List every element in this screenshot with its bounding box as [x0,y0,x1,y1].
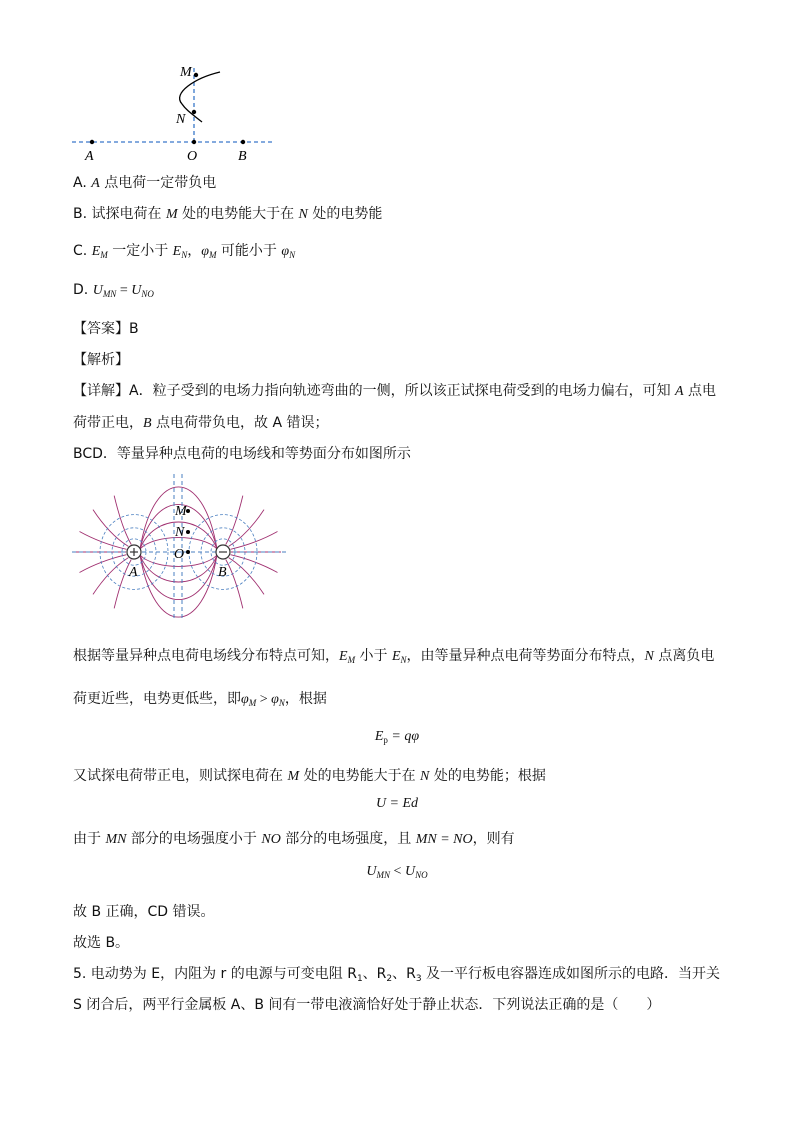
para3-a: 又试探电荷带正电，则试探电荷在 [73,768,288,784]
q5-s2: 2 [386,974,393,984]
option-d-sub-mn: MN [102,289,117,299]
q5-c2: 、R [392,966,416,982]
label-a: A [85,149,94,164]
option-b-end: 处的电势能 [307,206,383,222]
option-c [73,240,295,260]
conclusion-2: 故选 B。 [73,935,130,951]
q5-s3: 3 [415,974,422,984]
q5-c1: 、R [362,966,387,982]
formula1-e: E [374,729,384,744]
option-c-sub-m2: M [208,250,217,260]
label-m: M [175,504,187,519]
formula3-lt: < [390,864,405,879]
option-c-sub-m: M [100,250,108,260]
answer-line [73,318,139,338]
para-1 [73,645,714,665]
option-a-prefix: A. [73,175,92,191]
trajectory-figure [60,58,290,168]
label-n: N [175,525,185,540]
label-a: A [129,565,138,580]
point-b [241,140,245,144]
point-n [192,110,196,114]
option-a [73,172,216,192]
para1-e: E [339,649,348,664]
detail-line-1 [73,380,716,400]
option-d-eq: = [116,283,132,298]
formula3-u: U [366,864,377,879]
detail-line1-b: 点电 [683,383,717,399]
para3-b: 处的电势能大于在 [299,768,421,784]
detail-line2-var: B [143,416,152,431]
field-lines-figure [70,472,290,622]
label-b: B [238,149,247,164]
formula3-sub-mn: MN [376,870,391,880]
para-3 [73,765,546,785]
question-5-line-2: S 闭合后，两平行金属板 A、B 间有一带电液滴恰好处于静止状态．下列说法正确的是（ ） [73,997,661,1013]
option-c-t2: ， [187,243,202,259]
option-b-prefix: B. 试探电荷在 [73,206,166,222]
option-d-prefix: D. [73,282,93,298]
answer-value: B [129,321,139,337]
para4-b: 部分的电场强度小于 [126,831,262,847]
label-o: O [174,547,185,562]
para4-eq: MN = NO [415,832,473,847]
para1-a: 根据等量异种点电荷电场线分布特点可知， [73,648,339,664]
point-o [192,140,196,144]
q5-end1: 及一平行板电容器连成如图所示的电路．当开关 [421,966,721,982]
label-o: O [187,149,198,164]
option-b-n: N [298,207,308,222]
detail-line1-var: A [675,384,684,399]
option-c-prefix: C. [73,243,92,259]
para-4 [73,828,515,848]
answer-label: 【答案】 [73,321,129,337]
para2-gt: > [256,692,272,707]
formula1-sub: p [383,735,388,745]
option-d-sub-no: NO [141,289,154,299]
label-m: M [180,65,192,80]
formula-u-compare [0,863,794,880]
para4-c: 部分的电场强度，且 [280,831,416,847]
formula-ep [0,728,794,745]
para2-phi2: φ [271,692,279,707]
question-5-line-1 [73,963,720,984]
q5-s1: 1 [356,974,363,984]
option-c-phi2: φ [281,244,290,259]
detail-line2-a: 荷带正电， [73,415,143,431]
option-a-var: A [91,176,100,191]
para2-phi: φ [241,692,249,707]
option-d [73,282,154,299]
point-m [194,73,198,77]
label-n: N [176,112,186,127]
para1-d: 点离负电 [653,648,715,664]
option-b [73,203,382,223]
para1-n: N [644,649,654,664]
q5-line1: 5. 电动势为 E，内阻为 r 的电源与可变电阻 R [73,966,357,982]
para2-sub-n: N [278,698,285,708]
para4-no: NO [261,832,281,847]
para4-d: ，则有 [472,831,515,847]
para1-e2: E [391,649,401,664]
detail-line-3: BCD．等量异种点电荷的电场线和等势面分布如图所示 [73,446,411,462]
para4-mn: MN [105,832,127,847]
option-b-mid: 处的电势能大于在 [177,206,299,222]
formula3-sub-no: NO [415,870,428,880]
option-c-phi: φ [201,244,209,259]
option-d-u2: U [131,283,142,298]
option-c-t3: 可能小于 [216,243,282,259]
point-n [186,530,190,534]
option-c-sub-n: N [181,250,188,260]
para1-sub-n: N [400,655,407,665]
point-o [186,550,190,554]
option-c-e: E [91,244,101,259]
detail-line-2 [73,412,329,432]
para1-b: 小于 [355,648,392,664]
formula-u-ed: U = Ed [375,796,419,811]
para2-b: ，根据 [284,691,327,707]
para2-a: 荷更近些，电势更低些，即 [73,691,241,707]
conclusion-1: 故 B 正确，CD 错误。 [73,904,215,920]
option-d-u: U [92,283,103,298]
para1-c: ，由等量异种点电荷等势面分布特点， [406,648,645,664]
detail-line2-b: 点电荷带负电，故 A 错误； [151,415,329,431]
para1-sub-m: M [347,655,356,665]
formula1-rest: = qφ [387,729,420,744]
option-a-text: 点电荷一定带负电 [99,175,217,191]
para3-m: M [287,769,300,784]
para3-c: 处的电势能；根据 [429,768,546,784]
para-2 [73,688,327,708]
point-a [90,140,94,144]
label-b: B [218,565,227,580]
formula3-u2: U [404,864,416,879]
option-c-e2: E [172,244,182,259]
option-b-m: M [165,207,178,222]
para3-n: N [420,769,430,784]
detail-line1-a: 【详解】A．粒子受到的电场力指向轨迹弯曲的一侧，所以该正试探电荷受到的电场力偏右，可知 [73,383,676,399]
para2-sub-m: M [248,698,257,708]
option-c-t1: 一定小于 [107,243,173,259]
field-line [140,555,217,617]
analysis-label: 【解析】 [73,352,129,368]
option-c-sub-n2: N [289,250,296,260]
para4-a: 由于 [73,831,106,847]
